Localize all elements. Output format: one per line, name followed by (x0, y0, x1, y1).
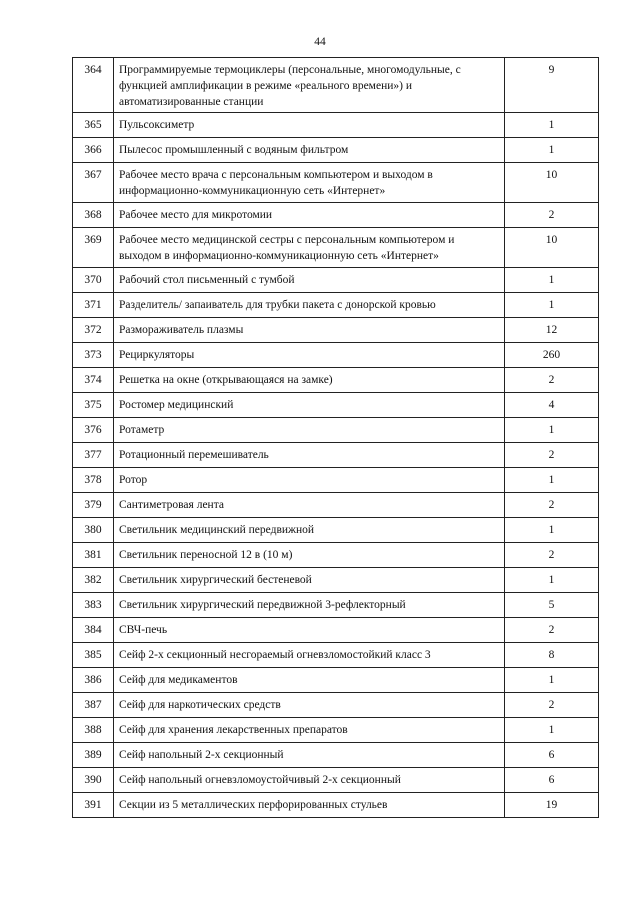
item-name: Светильник хирургический бестеневой (114, 568, 505, 593)
row-number: 379 (73, 493, 114, 518)
row-number: 374 (73, 368, 114, 393)
item-name: Светильник хирургический передвижной 3-рефлекторный (114, 593, 505, 618)
table-row (73, 718, 599, 743)
item-quantity: 10 (505, 163, 599, 203)
row-number: 369 (73, 228, 114, 268)
item-quantity: 1 (505, 418, 599, 443)
row-number: 389 (73, 743, 114, 768)
row-number: 391 (73, 793, 114, 818)
item-quantity: 2 (505, 618, 599, 643)
item-quantity: 1 (505, 568, 599, 593)
table-row (73, 113, 599, 138)
row-number: 384 (73, 618, 114, 643)
row-number: 366 (73, 138, 114, 163)
item-name: Сейф для хранения лекарственных препаратов (114, 718, 505, 743)
item-name: Рециркуляторы (114, 343, 505, 368)
item-name: СВЧ-печь (114, 618, 505, 643)
item-quantity: 2 (505, 368, 599, 393)
item-name: Секции из 5 металлических перфорированных стульев (114, 793, 505, 818)
item-quantity: 9 (505, 58, 599, 113)
item-quantity: 2 (505, 203, 599, 228)
row-number: 370 (73, 268, 114, 293)
table-row (73, 163, 599, 203)
row-number: 382 (73, 568, 114, 593)
row-number: 380 (73, 518, 114, 543)
item-name: Решетка на окне (открывающаяся на замке) (114, 368, 505, 393)
row-number: 368 (73, 203, 114, 228)
table-row (73, 138, 599, 163)
table-row (73, 368, 599, 393)
item-quantity: 1 (505, 293, 599, 318)
equipment-table-body (73, 58, 599, 818)
table-row (73, 618, 599, 643)
item-name: Сейф 2-х секционный несгораемый огневзломостойкий класс 3 (114, 643, 505, 668)
row-number: 365 (73, 113, 114, 138)
item-name: Светильник переносной 12 в (10 м) (114, 543, 505, 568)
item-quantity: 12 (505, 318, 599, 343)
table-row (73, 793, 599, 818)
item-name: Пылесос промышленный с водяным фильтром (114, 138, 505, 163)
item-quantity: 1 (505, 668, 599, 693)
table-row (73, 393, 599, 418)
item-name: Рабочее место медицинской сестры с персональным компьютером и выходом в информационно-коммуникационную сеть «Интернет» (114, 228, 505, 268)
row-number: 372 (73, 318, 114, 343)
table-row (73, 518, 599, 543)
row-number: 378 (73, 468, 114, 493)
item-quantity: 5 (505, 593, 599, 618)
item-quantity: 1 (505, 138, 599, 163)
row-number: 390 (73, 768, 114, 793)
table-row (73, 58, 599, 113)
item-name: Рабочее место для микротомии (114, 203, 505, 228)
table-row (73, 543, 599, 568)
table-row (73, 568, 599, 593)
row-number: 385 (73, 643, 114, 668)
item-quantity: 4 (505, 393, 599, 418)
item-quantity: 6 (505, 743, 599, 768)
table-row (73, 228, 599, 268)
table-row (73, 343, 599, 368)
row-number: 381 (73, 543, 114, 568)
item-quantity: 2 (505, 693, 599, 718)
table-row (73, 743, 599, 768)
item-quantity: 8 (505, 643, 599, 668)
row-number: 375 (73, 393, 114, 418)
item-quantity: 6 (505, 768, 599, 793)
table-row (73, 768, 599, 793)
row-number: 376 (73, 418, 114, 443)
table-row (73, 318, 599, 343)
item-name: Пульсоксиметр (114, 113, 505, 138)
row-number: 388 (73, 718, 114, 743)
row-number: 377 (73, 443, 114, 468)
page-number: 44 (314, 36, 326, 48)
item-name: Рабочий стол письменный с тумбой (114, 268, 505, 293)
row-number: 387 (73, 693, 114, 718)
equipment-table (72, 57, 599, 818)
row-number: 371 (73, 293, 114, 318)
row-number: 367 (73, 163, 114, 203)
item-name: Размораживатель плазмы (114, 318, 505, 343)
table-row (73, 268, 599, 293)
row-number: 386 (73, 668, 114, 693)
row-number: 373 (73, 343, 114, 368)
row-number: 383 (73, 593, 114, 618)
item-quantity: 1 (505, 718, 599, 743)
item-quantity: 2 (505, 493, 599, 518)
row-number: 364 (73, 58, 114, 113)
item-name: Сейф напольный 2-х секционный (114, 743, 505, 768)
item-quantity: 1 (505, 468, 599, 493)
item-name: Ротаметр (114, 418, 505, 443)
item-name: Светильник медицинский передвижной (114, 518, 505, 543)
item-name: Рабочее место врача с персональным компьютером и выходом в информационно-коммуникационную сеть «Интернет» (114, 163, 505, 203)
table-row (73, 203, 599, 228)
table-row (73, 293, 599, 318)
item-name: Сейф напольный огневзломоустойчивый 2-х секционный (114, 768, 505, 793)
item-quantity: 260 (505, 343, 599, 368)
item-quantity: 2 (505, 443, 599, 468)
item-name: Разделитель/ запаиватель для трубки пакета с донорской кровью (114, 293, 505, 318)
table-row (73, 493, 599, 518)
table-row (73, 418, 599, 443)
table-row (73, 643, 599, 668)
item-quantity: 19 (505, 793, 599, 818)
table-row (73, 443, 599, 468)
item-quantity: 2 (505, 543, 599, 568)
item-quantity: 1 (505, 113, 599, 138)
item-name: Сейф для медикаментов (114, 668, 505, 693)
item-name: Ростомер медицинский (114, 393, 505, 418)
table-row (73, 668, 599, 693)
item-quantity: 1 (505, 268, 599, 293)
item-name: Сейф для наркотических средств (114, 693, 505, 718)
item-name: Программируемые термоциклеры (персональные, многомодульные, с функцией амплификации в режиме «реального времени») и автоматизированные станции (114, 58, 505, 113)
table-row (73, 593, 599, 618)
item-name: Ротор (114, 468, 505, 493)
table-row (73, 468, 599, 493)
item-quantity: 1 (505, 518, 599, 543)
item-name: Ротационный перемешиватель (114, 443, 505, 468)
item-quantity: 10 (505, 228, 599, 268)
item-name: Сантиметровая лента (114, 493, 505, 518)
table-row (73, 693, 599, 718)
